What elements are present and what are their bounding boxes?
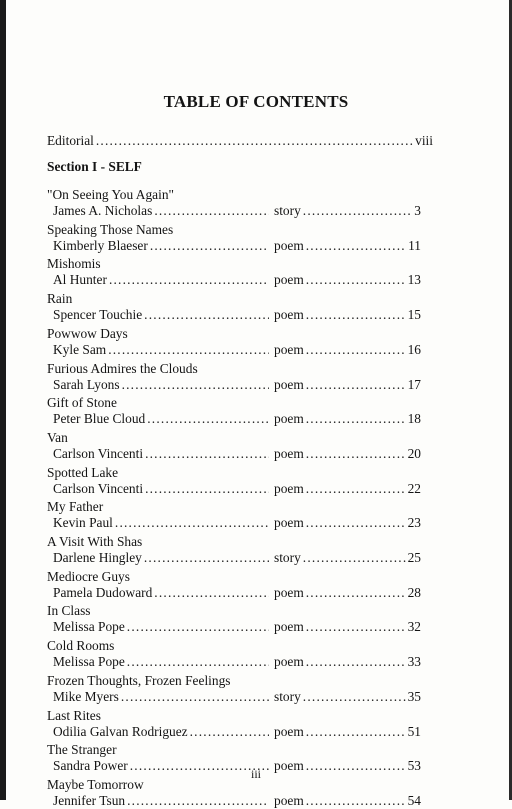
editorial-entry — [47, 133, 433, 149]
toc-type: poem — [274, 515, 304, 531]
dot-leader — [190, 724, 269, 740]
toc-type: poem — [274, 272, 304, 288]
dot-leader — [122, 377, 269, 393]
dot-leader — [154, 585, 269, 601]
toc-entry-row — [53, 446, 421, 462]
toc-page: 18 — [407, 411, 421, 427]
toc-author: Darlene Hingley — [53, 550, 142, 565]
toc-author: Kimberly Blaeser — [53, 237, 148, 253]
toc-entry-row — [53, 619, 421, 635]
toc-work-title: Gift of Stone — [47, 395, 117, 411]
toc-type: poem — [274, 445, 304, 461]
toc-type-cell — [274, 654, 421, 670]
toc-author-cell — [53, 272, 271, 288]
toc-page: 32 — [407, 619, 421, 635]
toc-type-cell — [274, 238, 421, 254]
toc-author: Spencer Touchie — [53, 307, 143, 323]
toc-entry-row — [53, 793, 421, 809]
toc-author: Peter Blue Cloud — [53, 411, 146, 427]
toc-author: Sandra Power — [53, 758, 128, 774]
toc-author-cell — [53, 411, 271, 427]
toc-author: James A. Nicholas — [53, 203, 153, 218]
editorial-label: Editorial — [47, 133, 94, 148]
toc-type-cell — [274, 619, 421, 635]
toc-type-cell — [274, 724, 421, 740]
dot-leader — [108, 342, 269, 358]
toc-author: Kevin Paul — [53, 515, 113, 531]
toc-page: 15 — [407, 307, 421, 323]
page-title: TABLE OF CONTENTS — [163, 92, 349, 111]
dot-leader — [306, 481, 406, 497]
toc-type-cell — [274, 689, 421, 705]
dot-leader — [306, 793, 406, 809]
toc-type: poem — [274, 237, 304, 253]
toc-entry-row — [53, 203, 421, 219]
dot-leader — [306, 238, 406, 254]
toc-author-cell — [53, 446, 271, 462]
dot-leader — [127, 793, 269, 809]
toc-work-title: Frozen Thoughts, Frozen Feelings — [47, 672, 231, 688]
toc-page: 20 — [407, 445, 421, 461]
toc-author: Al Hunter — [53, 272, 107, 288]
toc-author: Melissa Pope — [53, 619, 125, 635]
toc-author-cell — [53, 793, 271, 809]
dot-leader — [306, 377, 406, 393]
toc-author-cell — [53, 724, 271, 740]
toc-page: 53 — [407, 758, 421, 774]
toc-entry-row — [53, 550, 421, 566]
toc-type-cell — [274, 446, 421, 462]
dot-leader — [306, 342, 406, 358]
dot-leader — [145, 446, 269, 462]
toc-author-cell — [53, 585, 271, 601]
dot-leader — [127, 619, 269, 635]
toc-author-cell — [53, 203, 271, 219]
toc-author: Kyle Sam — [53, 341, 107, 357]
toc-type-cell — [274, 272, 421, 288]
toc-page: 17 — [407, 376, 421, 392]
toc-page: 25 — [407, 550, 421, 565]
toc-work-title: "On Seeing You Again" — [47, 187, 174, 202]
dot-leader — [127, 654, 269, 670]
toc-page: 33 — [407, 654, 421, 670]
toc-author-cell — [53, 689, 271, 705]
toc-page: 35 — [407, 688, 421, 704]
dot-leader — [147, 411, 269, 427]
dot-leader — [303, 689, 406, 705]
toc-work-title: The Stranger — [47, 742, 117, 758]
dot-leader — [144, 550, 269, 566]
toc-page: 23 — [407, 515, 421, 531]
toc-type: poem — [274, 758, 304, 774]
toc-author-cell — [53, 550, 271, 566]
page-left-edge — [0, 0, 6, 800]
dot-leader — [154, 203, 269, 219]
toc-author: Sarah Lyons — [53, 376, 120, 392]
toc-page: 11 — [408, 237, 421, 253]
toc-author: Pamela Dudoward — [53, 584, 153, 600]
toc-type: story — [274, 688, 301, 704]
dot-leader — [306, 619, 406, 635]
toc-type: poem — [274, 480, 304, 496]
toc-entry-row — [53, 689, 421, 705]
toc-type: poem — [274, 792, 304, 808]
dot-leader — [144, 307, 269, 323]
toc-work-title: Maybe Tomorrow — [47, 776, 144, 792]
toc-type: story — [274, 203, 301, 218]
toc-type-cell — [274, 585, 421, 601]
toc-type: poem — [274, 654, 304, 670]
toc-entry-row — [53, 515, 421, 531]
toc-type-cell — [274, 793, 421, 809]
toc-type-cell — [274, 307, 421, 323]
toc-author: Carlson Vincenti — [53, 445, 144, 461]
toc-type: poem — [274, 584, 304, 600]
toc-entry-row — [53, 307, 421, 323]
dot-leader — [306, 515, 406, 531]
toc-page: 16 — [407, 341, 421, 357]
toc-work-title: Furious Admires the Clouds — [47, 360, 198, 376]
toc-entry-row — [53, 377, 421, 393]
toc-entry-row — [53, 724, 421, 740]
toc-type-cell — [274, 377, 421, 393]
toc-type-cell — [274, 481, 421, 497]
toc-work-title: A Visit With Shas — [47, 534, 143, 549]
toc-author-cell — [53, 342, 271, 358]
toc-author: Carlson Vincenti — [53, 480, 144, 496]
toc-entry-row — [53, 411, 421, 427]
dot-leader — [306, 724, 406, 740]
dot-leader — [306, 654, 406, 670]
toc-type: poem — [274, 376, 304, 392]
toc-work-title: Speaking Those Names — [47, 221, 174, 237]
dot-leader — [306, 272, 406, 288]
toc-author-cell — [53, 619, 271, 635]
dot-leader — [145, 481, 269, 497]
toc-page: 22 — [407, 480, 421, 496]
toc-type: poem — [274, 307, 304, 323]
toc-work-title: My Father — [47, 499, 104, 515]
toc-author-cell — [53, 481, 271, 497]
dot-leader — [96, 133, 413, 149]
toc-type: poem — [274, 723, 304, 739]
toc-work-title: Spotted Lake — [47, 464, 119, 480]
toc-entry-row — [53, 238, 421, 254]
dot-leader — [306, 446, 406, 462]
toc-author: Jennifer Tsun — [53, 792, 126, 808]
toc-work-title: Van — [47, 429, 68, 445]
dot-leader — [121, 689, 269, 705]
dot-leader — [306, 307, 406, 323]
dot-leader — [303, 203, 413, 219]
toc-work-title: Rain — [47, 291, 73, 307]
toc-entry-row — [53, 585, 421, 601]
dot-leader — [303, 550, 406, 566]
toc-entry-row — [53, 342, 421, 358]
toc-author: Odilia Galvan Rodriguez — [53, 723, 188, 739]
dot-leader — [109, 272, 269, 288]
toc-type: poem — [274, 341, 304, 357]
toc-work-title: Cold Rooms — [47, 638, 115, 654]
toc-page: 13 — [407, 272, 421, 288]
toc-type: poem — [274, 411, 304, 427]
dot-leader — [306, 411, 406, 427]
toc-work-title: Last Rites — [47, 707, 101, 723]
toc-type-cell — [274, 411, 421, 427]
page-number: iii — [250, 767, 261, 781]
toc-page: 54 — [407, 792, 421, 808]
toc-entry-row — [53, 654, 421, 670]
toc-author: Mike Myers — [53, 688, 119, 704]
section-heading: Section I - SELF — [47, 159, 142, 174]
toc-work-title: Mishomis — [47, 256, 101, 272]
toc-type: poem — [274, 619, 304, 635]
toc-author-cell — [53, 654, 271, 670]
toc-author: Melissa Pope — [53, 654, 125, 670]
toc-work-title: Powwow Days — [47, 325, 128, 341]
dot-leader — [306, 585, 406, 601]
dot-leader — [150, 238, 269, 254]
toc-entry-row — [53, 481, 421, 497]
toc-author-cell — [53, 238, 271, 254]
toc-entry-row — [53, 272, 421, 288]
toc-work-title: In Class — [47, 603, 91, 619]
toc-author-cell — [53, 377, 271, 393]
toc-author-cell — [53, 515, 271, 531]
toc-type: story — [274, 550, 301, 565]
toc-work-title: Mediocre Guys — [47, 568, 130, 584]
editorial-page: viii — [415, 133, 433, 148]
toc-page: 51 — [407, 723, 421, 739]
toc-author-cell — [53, 307, 271, 323]
toc-type-cell — [274, 203, 421, 219]
toc-page: 3 — [414, 203, 421, 218]
dot-leader — [115, 515, 269, 531]
toc-type-cell — [274, 342, 421, 358]
toc-type-cell — [274, 515, 421, 531]
toc-type-cell — [274, 550, 421, 566]
toc-page: 28 — [407, 584, 421, 600]
